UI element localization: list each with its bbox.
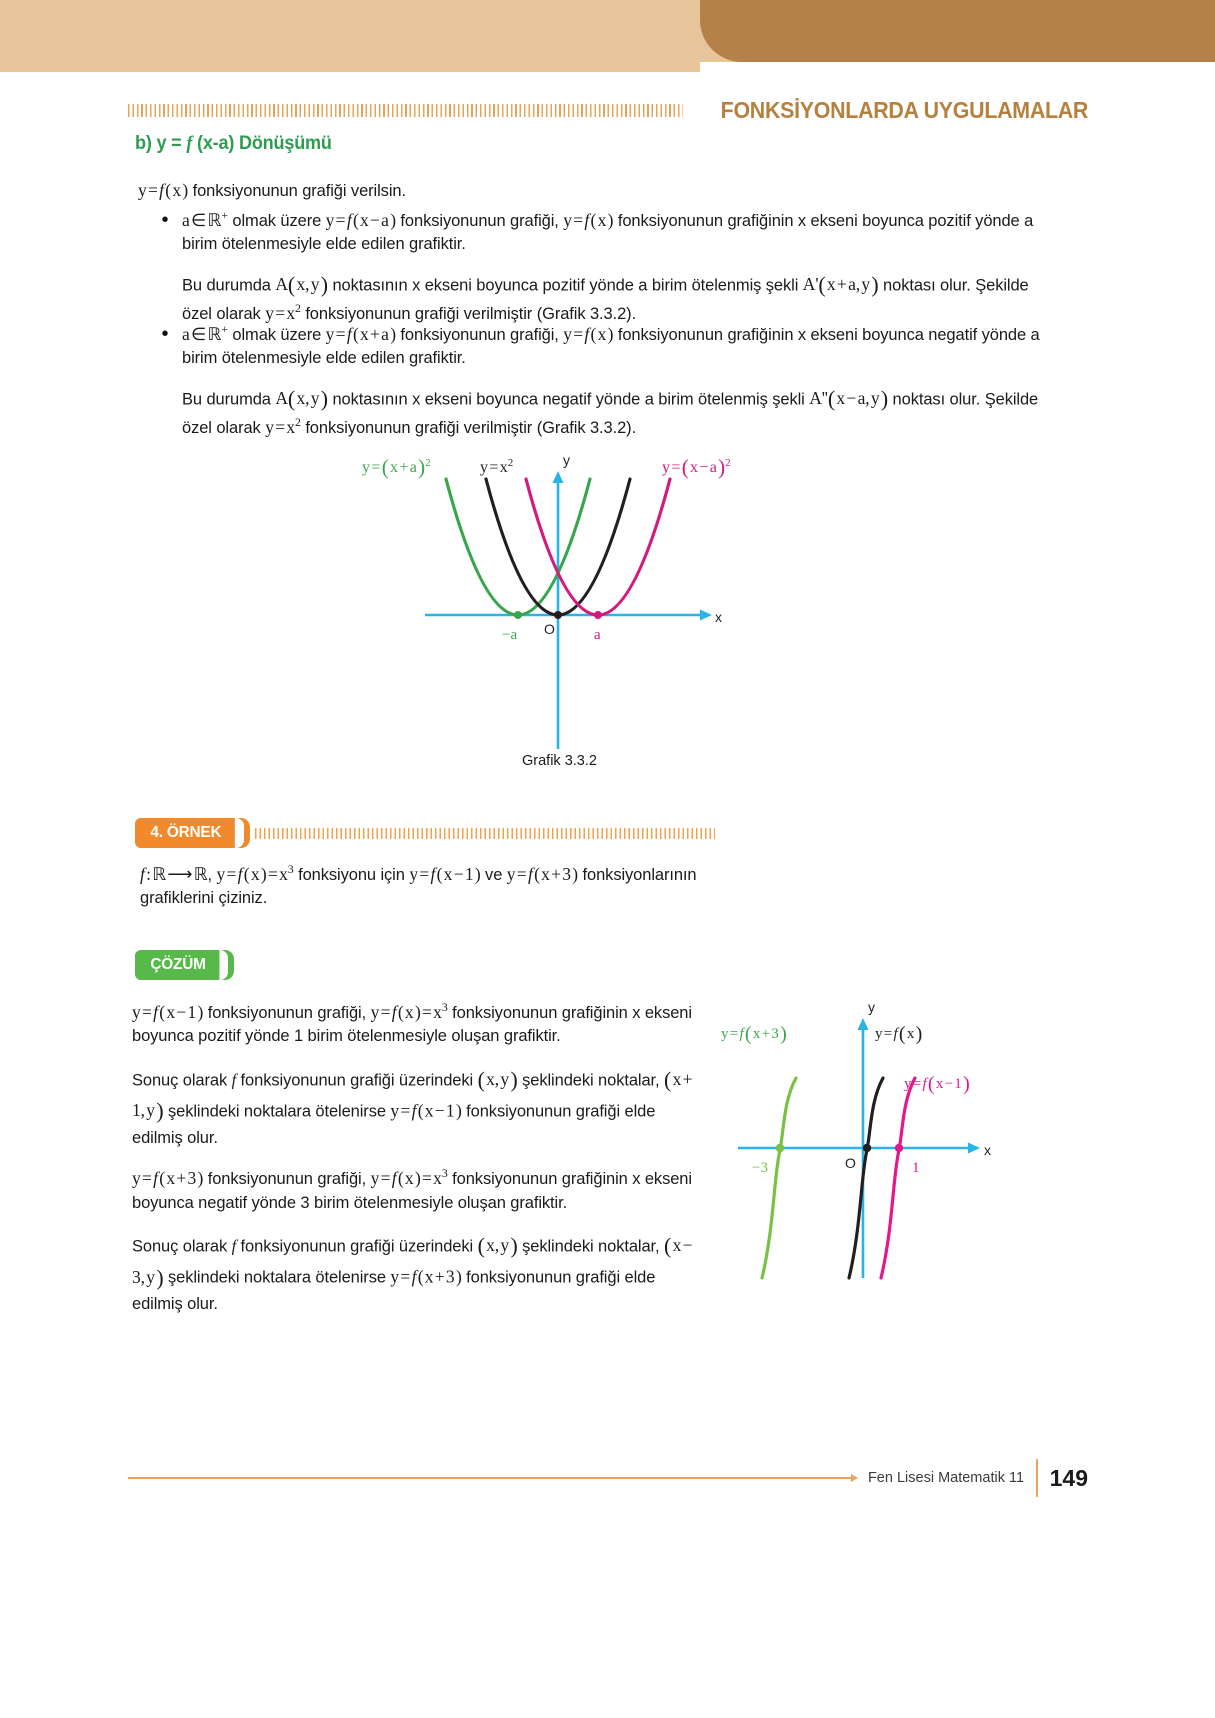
x-axis-arrow-icon bbox=[700, 610, 712, 621]
bullet-row-2 bbox=[148, 322, 1048, 371]
sol1-m2: y = f ( x ) = $x^3$ bbox=[370, 1000, 448, 1022]
graph2-tick-label-1: 1 bbox=[912, 1160, 920, 1176]
sol3-m2: y = f ( x ) = $x^3$ bbox=[370, 1166, 448, 1189]
solution-paragraph-2: Sonuç olarak f fonksiyonunun grafiği üzerindeki ( x, y ) şeklindeki noktalar, ( x + 1, y ) şeklindeki noktalara ötelenirse y = f ( x − 1 ) fonksiyonunun grafiği elde edilmiş olur. bbox=[132, 1067, 694, 1147]
vertex-dot-magenta bbox=[594, 611, 602, 619]
y-axis-arrow-icon bbox=[858, 1018, 869, 1030]
sol2-xy: ( x, y ) bbox=[477, 1067, 518, 1092]
header-dash-rule bbox=[128, 104, 683, 117]
root-dot-magenta bbox=[895, 1144, 903, 1152]
graph1-label-green: y = ( x + a )$^2$ bbox=[362, 455, 431, 479]
solution-tag-label: ÇÖZÜM bbox=[135, 950, 219, 980]
sol2-m: y = f ( x − 1 ) bbox=[390, 1100, 462, 1121]
solution-paragraph-3: y = f ( x + 3 ) fonksiyonunun grafiği, y = f ( x ) = $x^3$ fonksiyonunun grafiğinin x ekseni boyunca negatif yönde 3 birim ötelenmesiyle oluşan grafiktir. bbox=[132, 1166, 692, 1212]
graph-cubic-translations bbox=[718, 988, 1018, 1288]
formula-x2-b: y = $x^2$ bbox=[265, 415, 301, 437]
point-A-double-prime: A''( x − a, y ) bbox=[809, 386, 889, 411]
curve-black-f-x bbox=[849, 1078, 883, 1278]
graph1-caption: Grafik 3.3.2 bbox=[522, 753, 597, 769]
intro-formula: y = f ( x ) bbox=[138, 180, 189, 200]
graph1-label-black: y = $x^2$ bbox=[480, 457, 514, 476]
section-heading-before: b) y = bbox=[135, 133, 187, 154]
top-band-corner bbox=[1120, 0, 1215, 62]
graph2-x-axis-label: x bbox=[984, 1142, 991, 1158]
bullet-2-paragraph: Bu durumda A( x, y ) noktasının x ekseni boyunca negatif yönde a birim ötelenmiş şekli A''( x − a, y ) noktası olur. Şekilde özel olarak y = $x^2$ fonksiyonunun grafiği verilmiştir (Grafik 3.3.2). bbox=[182, 386, 1039, 437]
graph1-x-axis-label: x bbox=[715, 609, 722, 625]
example-statement-line1: f : ℝ ⟶ ℝ, y = f ( x ) = $x^3$ fonksiyonu için y = f ( x − 1 ) ve y = f ( x + 3 ) fonksiyonlarının bbox=[140, 862, 697, 884]
sol2-xp1: ( x + 1, y ) bbox=[132, 1067, 694, 1123]
example-dash-rule bbox=[255, 828, 715, 839]
example-tag-label: 4. ÖRNEK bbox=[135, 818, 235, 848]
sol4-xy: ( x, y ) bbox=[477, 1234, 518, 1259]
y-axis-arrow-icon bbox=[553, 471, 564, 483]
sol4-xm3: ( x − 3, y ) bbox=[132, 1234, 694, 1290]
example-statement-line2: grafiklerini çiziniz. bbox=[140, 889, 268, 908]
section-heading-italic: f bbox=[186, 133, 193, 154]
x-axis-arrow-icon bbox=[968, 1143, 980, 1154]
running-header bbox=[128, 88, 1088, 122]
graph2-label-magenta: y = f ( x − 1 ) bbox=[904, 1073, 970, 1095]
bullet-2-m2: y = f ( x + a ) bbox=[325, 324, 396, 344]
graph2-label-black: y = f ( x ) bbox=[875, 1023, 923, 1045]
bullet-row-1 bbox=[148, 208, 1048, 257]
page-top-band bbox=[0, 0, 1215, 72]
bullet-2-m1: a ∈ ℝ+ bbox=[182, 322, 228, 344]
point-A: A( x, y ) bbox=[275, 386, 328, 411]
sol4-f: f bbox=[231, 1236, 237, 1256]
bullet-1-paragraph: Bu durumda A( x, y ) noktasının x ekseni boyunca pozitif yönde a birim ötelenmiş şekli A'( x + a, y ) noktası olur. Şekilde özel olarak y = $x^2$ fonksiyonunun grafiği verilmiştir (Grafik 3.3.2). bbox=[182, 272, 1029, 323]
bullet-body-2: a ∈ ℝ+ olmak üzere y = f ( x + a ) fonksiyonunun grafiği, y = f ( x ) fonksiyonunun grafiğinin x ekseni boyunca negatif yönde a birim ötelenmesiyle elde edilen grafiktir. bbox=[182, 322, 1040, 368]
point-A: A( x, y ) bbox=[275, 272, 328, 297]
formula-x2-a: y = $x^2$ bbox=[265, 301, 301, 323]
bullet-2-m3: y = f ( x ) bbox=[563, 324, 614, 344]
graph1-origin-label: O bbox=[544, 621, 555, 637]
curve-magenta-f-x-minus-1 bbox=[881, 1078, 915, 1278]
bullet-block-1 bbox=[148, 208, 1048, 326]
page-number: 149 bbox=[1049, 1464, 1088, 1491]
root-dot-black bbox=[863, 1144, 871, 1152]
bullet-1-m2: y = f ( x − a ) bbox=[325, 210, 396, 230]
graph1-label-magenta: y = ( x − a )$^2$ bbox=[662, 455, 731, 479]
graph2-y-axis-label: y bbox=[868, 999, 875, 1015]
solution-tag-row bbox=[135, 950, 260, 980]
graph2-origin-label: O bbox=[845, 1155, 856, 1171]
bullet-body-1: a ∈ ℝ+ olmak üzere y = f ( x − a ) fonksiyonunun grafiği, y = f ( x ) fonksiyonunun grafiğinin x ekseni boyunca pozitif yönde a birim ötelenmesiyle elde edilen grafiktir. bbox=[182, 208, 1034, 254]
graph1-tick-label-a: a bbox=[594, 627, 601, 643]
bullet-1-m3: y = f ( x ) bbox=[563, 210, 614, 230]
example-statement bbox=[140, 862, 1040, 911]
example-formula-shift1: y = f ( x − 1 ) bbox=[409, 864, 481, 884]
graph2-label-green: y = f ( x + 3 ) bbox=[721, 1023, 787, 1045]
example-tag-row bbox=[135, 818, 715, 848]
example-tag-hook bbox=[236, 818, 250, 848]
bullet-1-m1: a ∈ ℝ+ bbox=[182, 208, 228, 230]
graph1-caption-wrap bbox=[0, 753, 1215, 769]
bullet-marker-icon: • bbox=[161, 209, 169, 231]
section-heading bbox=[135, 133, 332, 155]
footer-book-title: Fen Lisesi Matematik 11 bbox=[867, 1470, 1025, 1486]
example-formula-f: y = f ( x ) = $x^3$ bbox=[216, 862, 294, 884]
sol1-m1: y = f ( x − 1 ) bbox=[132, 1002, 204, 1022]
footer-rule bbox=[128, 1477, 851, 1478]
intro-text: fonksiyonunun grafiği verilsin. bbox=[192, 182, 406, 200]
top-band-tab bbox=[700, 0, 1120, 62]
solution-tag-hook bbox=[220, 950, 234, 980]
sol2-f: f bbox=[231, 1070, 237, 1090]
curve-green-f-x-plus-3 bbox=[762, 1078, 796, 1278]
sol3-m1: y = f ( x + 3 ) bbox=[132, 1168, 204, 1189]
example-formula-domain: f : ℝ ⟶ ℝ bbox=[140, 864, 208, 884]
solution-paragraph-1: y = f ( x − 1 ) fonksiyonunun grafiği, y = f ( x ) = $x^3$ fonksiyonunun grafiğinin x ekseni boyunca pozitif yönde 1 birim ötelenmesiyle oluşan grafiktir. bbox=[132, 1000, 692, 1046]
bullet-block-2 bbox=[148, 322, 1048, 440]
footer-arrow-icon bbox=[851, 1474, 858, 1482]
vertex-dot-green bbox=[514, 611, 522, 619]
graph-parabola-translations bbox=[350, 452, 770, 782]
graph1-tick-label-minus-a: −a bbox=[502, 627, 518, 643]
page-title: FONKSİYONLARDA UYGULAMALAR bbox=[720, 97, 1088, 123]
top-band-notch bbox=[700, 62, 1215, 74]
graph2-tick-label-minus-3: −3 bbox=[752, 1160, 768, 1176]
page-footer bbox=[128, 1458, 1088, 1498]
bullet-marker-icon: • bbox=[161, 323, 169, 345]
intro-line bbox=[138, 178, 1038, 203]
graph1-y-axis-label: y bbox=[563, 452, 570, 468]
vertex-dot-black bbox=[554, 611, 562, 619]
solution-body bbox=[132, 1000, 707, 1333]
point-A-prime: A'( x + a, y ) bbox=[802, 272, 879, 297]
section-heading-after: (x-a) Dönüşümü bbox=[192, 133, 332, 154]
solution-paragraph-4: Sonuç olarak f fonksiyonunun grafiği üzerindeki ( x, y ) şeklindeki noktalar, ( x − 3, y ) şeklindeki noktalara ötelenirse y = f ( x + 3 ) fonksiyonunun grafiği elde edilmiş olur. bbox=[132, 1234, 694, 1314]
sol4-m: y = f ( x + 3 ) bbox=[390, 1266, 462, 1287]
example-formula-shift3: y = f ( x + 3 ) bbox=[506, 864, 579, 884]
root-dot-green bbox=[776, 1144, 784, 1152]
